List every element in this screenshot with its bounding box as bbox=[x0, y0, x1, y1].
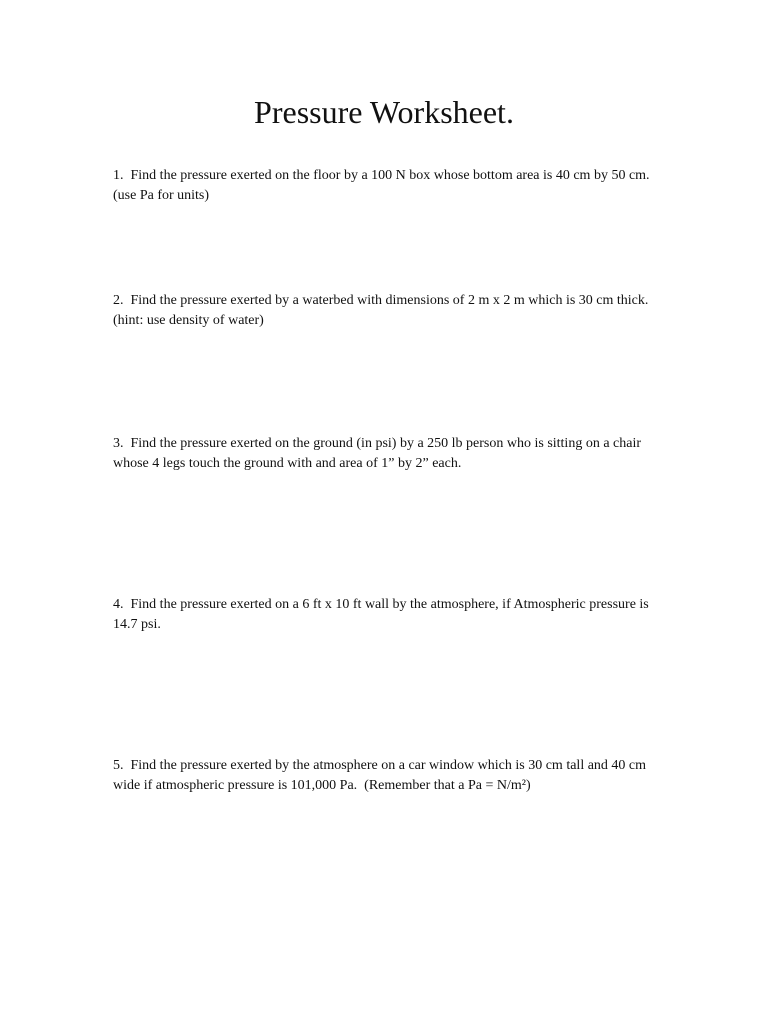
question-2 bbox=[113, 291, 658, 331]
question-text: Find the pressure exerted by the atmosphere on a car window which is 30 cm tall and 40 cm wide if atmospheric pressure is 101,000 Pa. (Remember that a Pa = N/m²) bbox=[113, 758, 650, 793]
question-4 bbox=[113, 595, 658, 635]
question-text: Find the pressure exerted on a 6 ft x 10 ft wall by the atmosphere, if Atmospheric pressure is 14.7 psi. bbox=[113, 597, 653, 632]
question-text: Find the pressure exerted on the ground (in psi) by a 250 lb person who is sitting on a chair whose 4 legs touch the ground with and area of 1” by 2” each. bbox=[113, 436, 645, 471]
question-number: 4. bbox=[113, 597, 124, 612]
question-text: Find the pressure exerted on the floor by a 100 N box whose bottom area is 40 cm by 50 cm. (use Pa for units) bbox=[113, 168, 657, 203]
question-number: 3. bbox=[113, 436, 124, 451]
question-5 bbox=[113, 756, 658, 796]
question-text: Find the pressure exerted by a waterbed with dimensions of 2 m x 2 m which is 30 cm thick. (hint: use density of water) bbox=[113, 293, 656, 328]
question-number: 1. bbox=[113, 168, 124, 183]
question-number: 5. bbox=[113, 758, 124, 773]
page-title: Pressure Worksheet. bbox=[254, 94, 514, 130]
question-number: 2. bbox=[113, 293, 124, 308]
question-1 bbox=[113, 166, 658, 206]
question-3 bbox=[113, 434, 658, 474]
